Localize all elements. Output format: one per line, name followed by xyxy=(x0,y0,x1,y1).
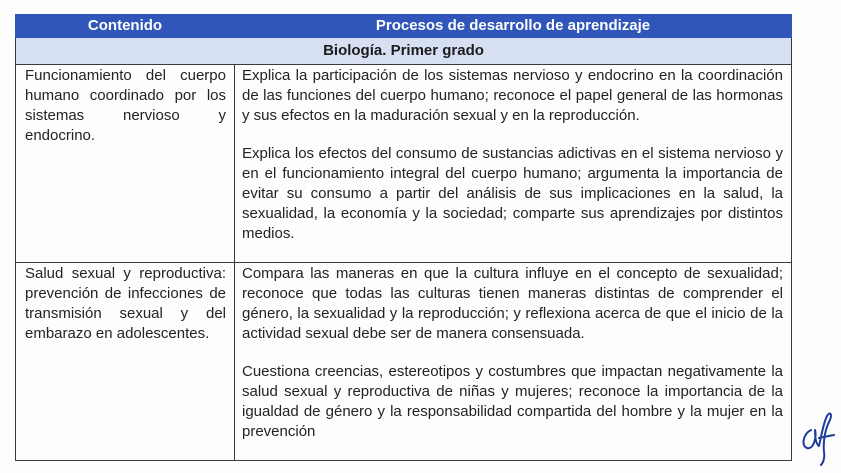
process-cell xyxy=(235,65,792,263)
header-contenido: Contenido xyxy=(16,15,235,38)
process-paragraph: Cuestiona creencias, estereotipos y costumbres que impactan negativamente la salud sexual y reproductiva de niñas y mujeres; reconoce la importancia de la igualdad de género y la responsabilidad compartida del hombre y la mujer en la prevención xyxy=(242,363,783,440)
process-cell xyxy=(235,263,792,461)
header-procesos: Procesos de desarrollo de aprendizaje xyxy=(235,15,792,38)
curriculum-table xyxy=(15,14,792,461)
content-cell: Funcionamiento del cuerpo humano coordinado por los sistemas nervioso y endocrino. xyxy=(16,65,235,263)
handwritten-signature xyxy=(797,408,837,466)
process-paragraph: Explica la participación de los sistemas nervioso y endocrino en la coordinación de las funciones del cuerpo humano; reconoce el papel general de las hormonas y sus efectos en la maduración sexual y en la reproducción. xyxy=(242,67,783,124)
content-cell: Salud sexual y reproductiva: prevención de infecciones de transmisión sexual y del embarazo en adolescentes. xyxy=(16,263,235,461)
process-paragraph: Compara las maneras en que la cultura influye en el concepto de sexualidad; reconoce que todas las culturas tienen maneras distintas de comprender el género, la sexualidad y la reproducción; y reflexiona acerca de que el inicio de la actividad sexual debe ser de manera consensuada. xyxy=(242,265,783,342)
table-row xyxy=(16,263,792,461)
process-paragraph: Explica los efectos del consumo de sustancias adictivas en el sistema nervioso y en el funcionamiento integral del cuerpo humano; argumenta la importancia de evitar su consumo a partir del análisis de sus implicaciones en la salud, la sexualidad, la economía y la sociedad; comparte sus aprendizajes por distintos medios. xyxy=(242,145,783,242)
table-row xyxy=(16,65,792,263)
grade-title-row xyxy=(16,38,792,65)
grade-title: Biología. Primer grado xyxy=(16,38,792,65)
table-header-row xyxy=(16,15,792,38)
